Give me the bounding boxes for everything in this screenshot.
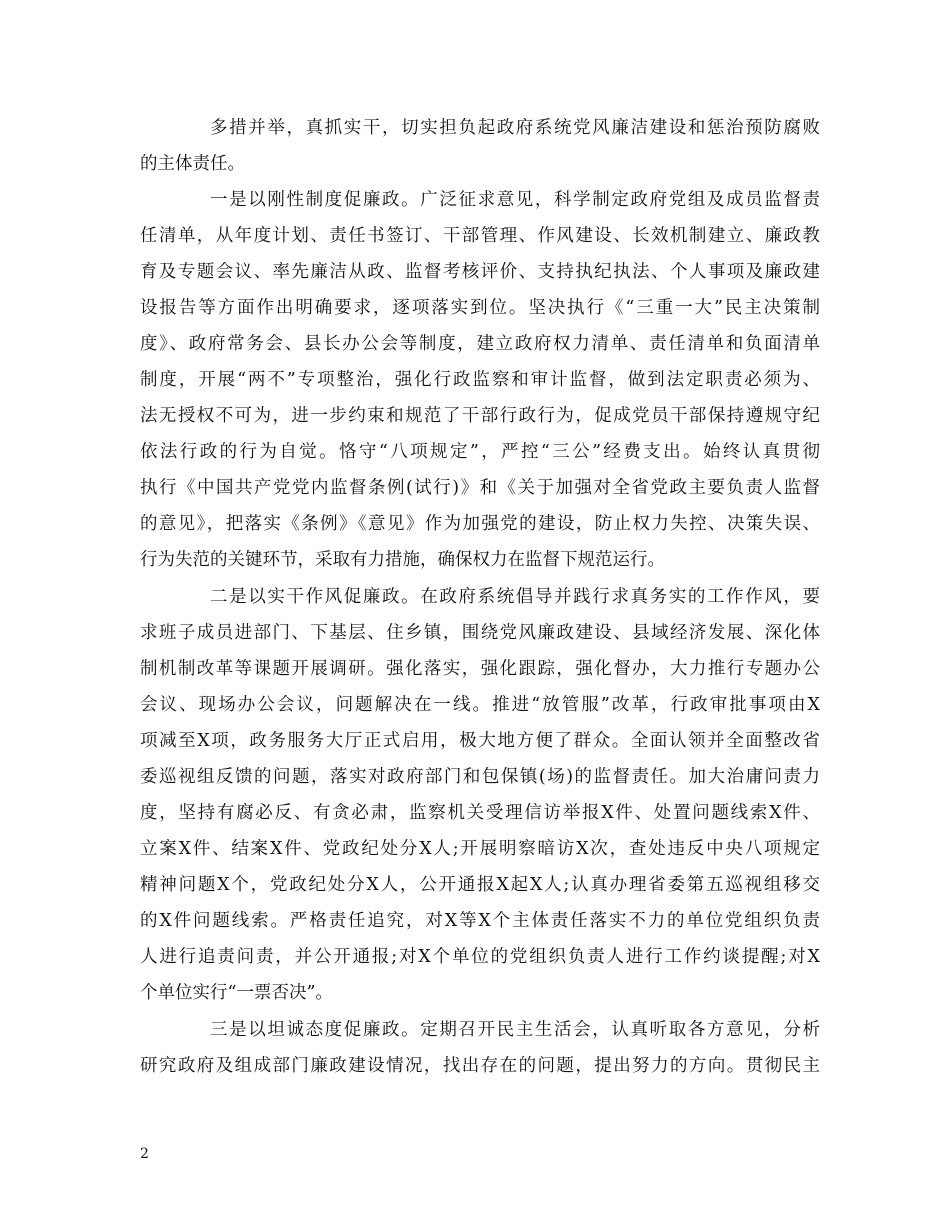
body-text-line: 项减至X项，政务服务大厅正式启用，极大地方便了群众。全面认领并全面整改省	[140, 731, 820, 751]
body-text-line: 委巡视组反馈的问题，落实对政府部门和包保镇(场)的监督责任。加大治庸问责力	[140, 767, 820, 787]
body-text-line: 会议、现场办公会议，问题解决在一线。推进“放管服”改革，行政审批事项由X	[140, 695, 820, 715]
body-text-line: 行为失范的关键环节，采取有力措施，确保权力在监督下规范运行。	[140, 550, 665, 570]
body-text-line: 三是以坦诚态度促廉政。定期召开民主生活会，认真听取各方意见，分析	[210, 1020, 820, 1040]
body-text-line: 法无授权不可为，进一步约束和规范了干部行政行为，促成党员干部保持遵规守纪	[140, 406, 820, 426]
body-text-line: 精神问题X个，党政纪处分X人，公开通报X起X人;认真办理省委第五巡视组移交	[140, 875, 820, 895]
body-text-line: 任清单，从年度计划、责任书签订、干部管理、作风建设、长效机制建立、廉政教	[140, 226, 820, 246]
body-text-line: 的意见》，把落实《条例》《意见》作为加强党的建设，防止权力失控、决策失误、	[140, 514, 820, 534]
body-text-line: 个单位实行“一票否决”。	[140, 983, 333, 1003]
body-text-line: 的X件问题线索。严格责任追究，对X等X个主体责任落实不力的单位党组织负责	[140, 911, 820, 931]
body-text-line: 制度，开展“两不”专项整治，强化行政监察和审计监督，做到法定职责必须为、	[140, 370, 820, 390]
body-text-line: 二是以实干作风促廉政。在政府系统倡导并践行求真务实的工作作风，要	[210, 587, 820, 607]
body-text-line: 研究政府及组成部门廉政建设情况，找出存在的问题，提出努力的方向。贯彻民主	[140, 1056, 820, 1076]
body-text-line: 多措并举，真抓实干，切实担负起政府系统党风廉洁建设和惩治预防腐败	[210, 118, 820, 138]
body-text-line: 人进行追责问责，并公开通报;对X个单位的党组织负责人进行工作约谈提醒;对X	[140, 947, 820, 967]
body-text-line: 制机制改革等课题开展调研。强化落实，强化跟踪，强化督办，大力推行专题办公	[140, 659, 820, 679]
body-text-line: 度，坚持有腐必反、有贪必肃，监察机关受理信访举报X件、处置问题线索X件、	[140, 803, 820, 823]
page-number: 2	[140, 1146, 149, 1162]
body-text-line: 一是以刚性制度促廉政。广泛征求意见，科学制定政府党组及成员监督责	[210, 190, 820, 210]
body-text-line: 设报告等方面作出明确要求，逐项落实到位。坚决执行《“三重一大”民主决策制	[140, 298, 820, 318]
body-text-line: 求班子成员进部门、下基层、住乡镇，围绕党风廉政建设、县域经济发展、深化体	[140, 623, 820, 643]
body-text-line: 依法行政的行为自觉。恪守“八项规定”，严控“三公”经费支出。始终认真贯彻	[140, 442, 820, 462]
body-text-line: 度》、政府常务会、县长办公会等制度，建立政府权力清单、责任清单和负面清单	[140, 334, 820, 354]
body-text-line: 的主体责任。	[140, 154, 245, 174]
body-text-line: 立案X件、结案X件、党政纪处分X人;开展明察暗访X次，查处违反中央八项规定	[140, 839, 820, 859]
body-text-line: 育及专题会议、率先廉洁从政、监督考核评价、支持执纪执法、个人事项及廉政建	[140, 262, 820, 282]
body-text-line: 执行《中国共产党党内监督条例(试行)》和《关于加强对全省党政主要负责人监督	[140, 478, 820, 498]
